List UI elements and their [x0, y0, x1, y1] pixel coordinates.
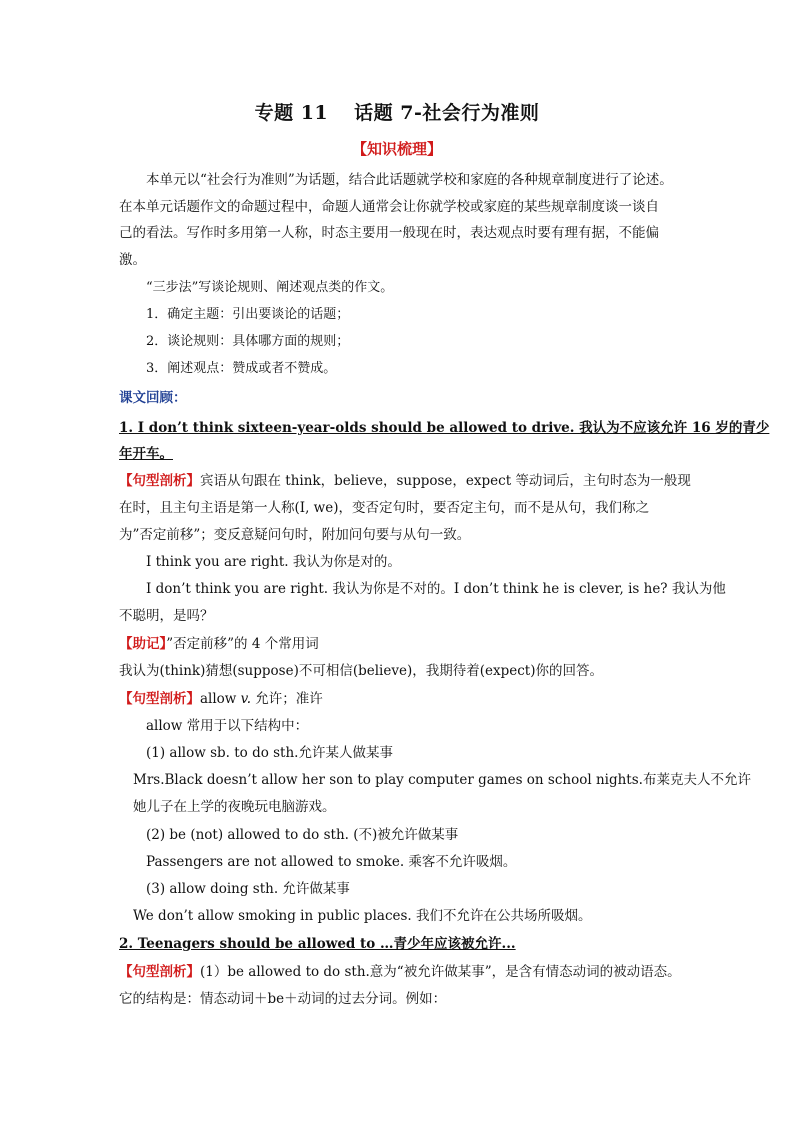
- page-title: [0, 98, 794, 125]
- intro-line-5: “三步法”写谈论规则、阐述观点类的作文。: [146, 280, 394, 295]
- intro-line-3: 己的看法。写作时多用第一人称，时态主要用一般现在时，表达观点时要有理有据，不能偏: [119, 225, 659, 241]
- structure-1: (1) allow sb. to do sth.允许某人做某事: [146, 745, 393, 761]
- section-label: 【知识梳理】: [351, 140, 442, 158]
- item2-analysis-line-2: 它的结构是：情态动词＋be＋动词的过去分词。例如：: [119, 991, 447, 1007]
- intro-line-1: 本单元以“社会行为准则”为话题，结合此话题就学校和家庭的各种规章制度进行了论述。: [146, 172, 673, 188]
- mnemonic-tag: 【助记】: [119, 636, 167, 652]
- item2-analysis-line-1: 【句型剖析】(1）be allowed to do sth.意为“被允许做某事”，是含有情态动词的被动语态。: [119, 964, 681, 980]
- item1-analysis-line-1: 【句型剖析】宾语从句跟在 think，believe，suppose，expect 等动词后，主句时态为一般现: [119, 473, 691, 489]
- allow-analysis-line: 【句型剖析】allow v. 允许；准许: [119, 691, 323, 707]
- mnemonic-line: 【助记】”否定前移”的 4 个常用词: [119, 636, 319, 652]
- step-2: 2．谈论规则：具体哪方面的规则；: [146, 334, 350, 349]
- title-topic-name: 话题 7-社会行为准则: [354, 102, 540, 124]
- example-1: I think you are right. 我认为你是对的。: [146, 554, 401, 570]
- item1-heading-line-1: 1. I don’t think sixteen-year-olds should be allowed to drive. 我认为不应该允许 16 岁的青少: [119, 420, 770, 436]
- sentence-analysis-tag: 【句型剖析】: [119, 473, 200, 489]
- item1-heading-line-2: 年开车。: [119, 446, 173, 462]
- structure-3: (3) allow doing sth. 允许做某事: [146, 881, 350, 897]
- example-2-line-2: 不聪明，是吗？: [119, 608, 214, 624]
- structure-2: (2) be (not) allowed to do sth. (不)被允许做某事: [146, 827, 459, 843]
- sentence-analysis-tag: 【句型剖析】: [119, 964, 200, 980]
- example-2-line-1: I don’t think you are right. 我认为你是不对的。I don’t think he is clever, is he? 我认为他: [146, 581, 726, 597]
- allow-intro: allow 常用于以下结构中：: [146, 718, 309, 734]
- step-1: 1．确定主题：引出要谈论的话题；: [146, 307, 350, 322]
- item2-heading: 2. Teenagers should be allowed to …青少年应该被允许...: [119, 936, 516, 952]
- structure-2-example: Passengers are not allowed to smoke. 乘客不允许吸烟。: [146, 854, 517, 870]
- review-heading: 课文回顾：: [119, 390, 187, 406]
- structure-1-example-line-2: 她儿子在上学的夜晚玩电脑游戏。: [133, 799, 336, 815]
- mnemonic-text: 我认为(think)猜想(suppose)不可相信(believe)，我期待着(expect)你的回答。: [119, 663, 603, 679]
- item1-analysis-line-2: 在时，且主句主语是第一人称(I, we)，变否定句时，要否定主句，而不是从句，我们称之: [119, 500, 649, 516]
- structure-3-example: We don’t allow smoking in public places. 我们不允许在公共场所吸烟。: [133, 908, 592, 924]
- item1-analysis-line-3: 为”否定前移”；变反意疑问句时，附加问句要与从句一致。: [119, 527, 471, 543]
- sentence-analysis-tag: 【句型剖析】: [119, 691, 200, 707]
- step-3: 3．阐述观点：赞成或者不赞成。: [146, 361, 337, 376]
- intro-line-2: 在本单元话题作文的命题过程中，命题人通常会让你就学校或家庭的某些规章制度谈一谈自: [119, 199, 659, 215]
- title-topic-number: 专题 11: [254, 102, 329, 124]
- intro-line-4: 激。: [119, 252, 146, 268]
- structure-1-example-line-1: Mrs.Black doesn’t allow her son to play computer games on school nights.布莱克夫人不允许: [133, 772, 751, 788]
